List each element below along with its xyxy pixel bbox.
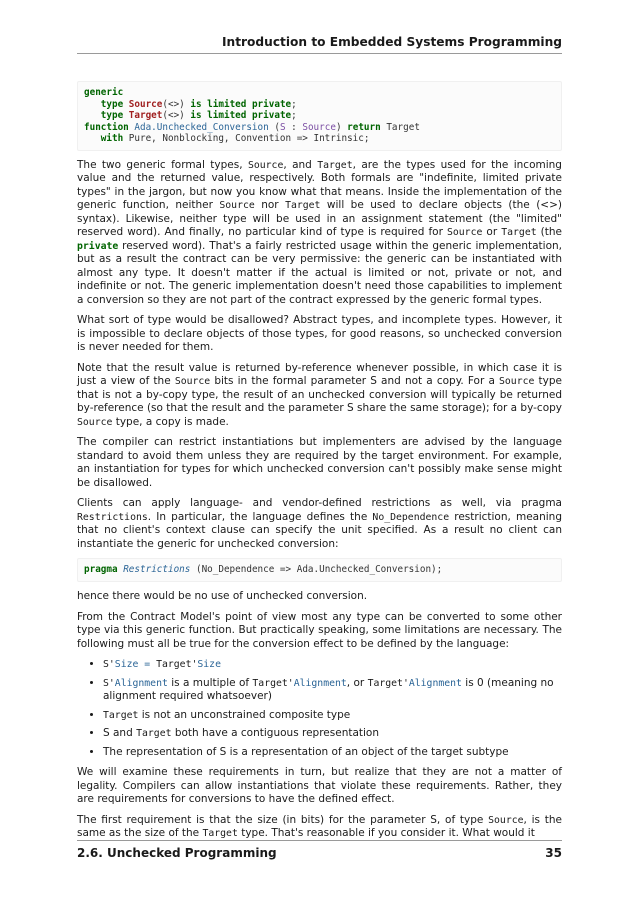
text: is not an unconstrained composite type (138, 708, 351, 721)
page-content (77, 81, 562, 848)
code-param: S (279, 121, 286, 133)
code-type-name: Target (128, 110, 163, 122)
list-item (103, 677, 562, 704)
paragraph-size-requirement (77, 814, 562, 841)
code-text: : (285, 121, 303, 133)
text: type, a copy is made. (112, 415, 229, 428)
paragraph-generic-formals (77, 159, 562, 308)
code-pragma-name: Restrictions (123, 564, 191, 576)
inline-attribute: Alignment (114, 677, 168, 689)
text: type. That's reasonable if you consider it. What would it (237, 827, 535, 840)
paragraph-client-restrictions (77, 497, 562, 551)
code-type-name: Source (128, 98, 163, 110)
requirements-list (77, 658, 562, 759)
code-block-generic-declaration (77, 81, 562, 151)
text: S and (103, 727, 137, 740)
code-keyword: type (100, 98, 124, 110)
text: or (482, 226, 502, 239)
inline-code: Target (202, 828, 238, 840)
text: restriction, meaning that no client's context clause can specify the unit specified. As a result no client can instantiate the generic for unchecked conversion: (77, 510, 562, 550)
inline-code: Source (219, 200, 255, 212)
paragraph-contract-model: From the Contract Model's point of view most any type can be converted to some other type via this generic function. But practically speaking, some limitations are necessary. The following must all be true for the conversion effect to be defined by the language: (77, 610, 562, 650)
inline-code: Target' (156, 659, 198, 671)
code-keyword: is limited private (190, 98, 292, 110)
inline-code: Source (488, 814, 524, 826)
inline-keyword: private (77, 240, 119, 252)
text: is 0 (meaning no alignment required whatsoever) (103, 676, 554, 703)
inline-code: No_Dependence (372, 511, 450, 523)
code-param-type: Source (302, 121, 336, 133)
paragraph-disallowed-types: What sort of type would be disallowed? Abstract types, and incomplete types. However, it is impossible to declare objects of those types, for good reasons, so unchecked conversion is never needed for them. (77, 314, 562, 354)
page-number: 35 (545, 846, 562, 860)
code-text: Target (380, 121, 420, 133)
text: bits in the formal parameter S and not a copy. For a (210, 375, 500, 388)
inline-code: S' (103, 677, 115, 689)
inline-code: Target (317, 159, 353, 171)
code-text: ; (291, 110, 297, 122)
text: (the (536, 226, 563, 239)
text: is a multiple of (167, 676, 253, 689)
text: , or (346, 676, 368, 689)
inline-code: Target (501, 227, 537, 239)
inline-code: Target' (252, 677, 294, 689)
text: The first requirement is that the size (in bits) for the parameter S, of type (77, 813, 489, 826)
inline-code: Target (285, 200, 321, 212)
text: , is the same as the size of the (77, 813, 562, 840)
inline-code: Source (77, 416, 113, 428)
code-text: ; (291, 98, 297, 110)
paragraph-no-use: hence there would be no use of unchecked conversion. (77, 590, 368, 603)
code-text: (No_Dependence => Ada.Unchecked_Conversion); (190, 564, 443, 576)
list-item: • The representation of S is a representation of an object of the target subtype (103, 746, 562, 760)
inline-code: Source (499, 376, 535, 388)
code-keyword: pragma (84, 564, 118, 576)
code-keyword: with (100, 133, 124, 145)
inline-code: Restrictions (77, 511, 148, 523)
paragraph-compiler-restrictions: The compiler can restrict instantiations but implementers are advised by the language standard to avoid them unless they are required by the target environment. For example, an instantiation for types for which unchecked conversion can't possibly make sense might be disallowed. (77, 436, 562, 489)
paragraph-legality: We will examine these requirements in turn, but realize that they are not a matter of legality. Compilers can allow instantiations that violate these requirements. Rather, they are requirements for conversions to have the defined effect. (77, 766, 562, 806)
code-text: Pure, Nonblocking, Convention => Intrinsic; (123, 133, 370, 145)
inline-code: Target' (367, 677, 409, 689)
inline-code: = (138, 659, 157, 671)
code-keyword: type (100, 110, 124, 122)
inline-attribute: Size (114, 659, 139, 671)
text: , and (283, 158, 318, 171)
text: , are the types used for the incoming value and the returned value, respectively. Both formals are "indefinite, limited private types" in the jargon, but now you know what that means. Inside the implementation of the generic function, neither (77, 158, 562, 212)
text: Clients can apply language- and vendor-defined restrictions as well, via pragma (77, 497, 562, 510)
footer-section-title: 2.6. Unchecked Programming (77, 846, 277, 860)
text: type that is not a by-copy type, the result of an unchecked conversion will typically be returned by-reference (so that the result and the parameter S share the same storage); for a by-copy (77, 375, 562, 415)
text: . In particular, the language defines the (147, 510, 373, 523)
list-item (103, 709, 562, 723)
inline-attribute: Size (197, 659, 221, 671)
code-text: (<>) (162, 110, 185, 122)
code-text: ( (268, 121, 280, 133)
text: will be used to declare objects (the (<>) syntax). Likewise, neither type will be used in an assignment statement (the "limited" reserved word). And finally, no particular kind of type is required for (77, 199, 562, 239)
text: Note that the result value is returned by-reference whenever possible, in which case it is just a view of the (77, 361, 562, 388)
text: nor (254, 199, 286, 212)
code-keyword: generic (84, 87, 124, 98)
code-keyword: is limited private (190, 110, 292, 122)
code-keyword: return (347, 121, 381, 133)
list-item (103, 727, 562, 741)
code-keyword: function (84, 121, 129, 133)
paragraph-by-reference (77, 362, 562, 430)
inline-attribute: Alignment (408, 677, 462, 689)
running-header (77, 35, 562, 54)
header-title: Introduction to Embedded Systems Programming (222, 35, 562, 49)
text: The two generic formal types, (77, 158, 248, 171)
code-function-name: Ada.Unchecked_Conversion (134, 121, 269, 133)
text: reserved word). That's a fairly restricted usage within the generic implementation, but as a result the contract can be very permissive: the generic can be instantiated with almost any type. It doesn't matter if the actual is limited or not, private or not, and indefinite or not. The generic implementation doesn't need those capabilities to implement a conversion so they are not part of the contract expressed by the generic formal types. (77, 239, 562, 306)
inline-code: Source (174, 376, 211, 388)
code-text: (<>) (162, 98, 185, 110)
inline-attribute: Alignment (293, 677, 347, 689)
running-footer (77, 840, 562, 860)
text: both have a contiguous representation (171, 727, 380, 740)
inline-code: Source (446, 227, 483, 239)
inline-code: Target (103, 709, 139, 721)
inline-code: S' (103, 659, 115, 671)
code-block-pragma (77, 558, 562, 582)
list-item (103, 658, 562, 672)
inline-code: Target (136, 728, 172, 740)
inline-code: Source (247, 159, 284, 171)
code-text: ) (335, 121, 348, 133)
